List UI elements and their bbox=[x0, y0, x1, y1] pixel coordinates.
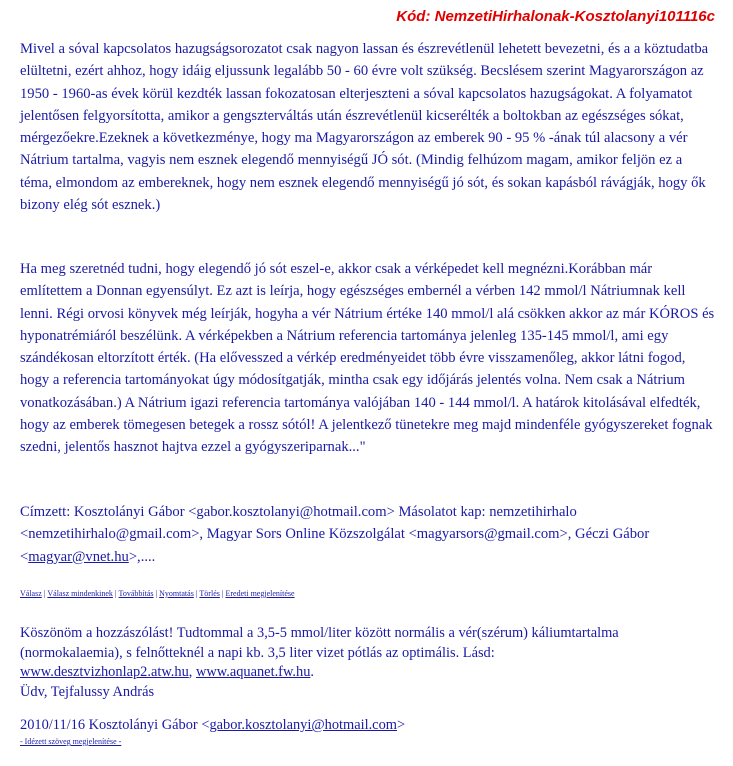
reply-text: Köszönöm a hozzászólást! Tudtommal a 3,5-5 mmol/liter között normális a vér(szérum) káliumtartalma (normokalaemia), s felnőtteknél a napi kb. 3,5 liter vizet pótlás az optimális. Lásd: www.desztvizhonlap2.atw.hu, www.aquanet.fw.hu. Üdv, Tejfalussy András bbox=[20, 625, 619, 700]
recipients-line bbox=[20, 501, 716, 568]
show-quoted-text bbox=[20, 737, 121, 746]
message-actions bbox=[20, 589, 295, 598]
reply-all-link[interactable]: Válasz mindenkinek bbox=[47, 589, 113, 598]
separator: | bbox=[43, 589, 46, 598]
quote-email-link[interactable]: gabor.kosztolanyi@hotmail.com bbox=[209, 717, 397, 733]
quote-suffix: > bbox=[396, 717, 406, 733]
signature: Üdv, Tejfalussy András bbox=[20, 683, 155, 700]
website-link-2[interactable]: www.aquanet.fw.hu bbox=[195, 664, 311, 680]
reply-body: Köszönöm a hozzászólást! Tudtommal a 3,5-5 mmol/liter között normális a vér(szérum) káliumtartalma (normokalaemia), s felnőtteknél a napi kb. 3,5 liter vizet pótlás az optimális. Lásd: bbox=[20, 625, 619, 661]
paragraph-2: Ha meg szeretnéd tudni, hogy elegendő jó sót eszel-e, akkor csak a vérképedet kell megnézni.Korábban már említettem a Donnan egyensúlyt. Ez azt is leírja, hogy egészséges embernél a vérben 142 mmol/l Nátriumnak kell lenni. Régi orvosi könyvek még leírják, hogyha a vér Nátrium értéke 140 mmol/l alá csökken akkor az már KÓROS és hyponatrémiáról beszélünk. A vérképekben a Nátrium referencia tartománya jelenleg 135-145 mmol/l, ami egy szándékosan eltorzított érték. (Ha elővesszed a vérkép eredményeidet több évre visszamenőleg, akkor látni fogod, hogy a referencia tartományokat úgy módosítgatják, mintha csak egy időjárás jelentés volna. Nem csak a Nátrium vonatkozásában.) A Nátrium igazi referencia tartománya valójában 140 - 144 mmol/l. A határok kitolásával elfedték, hogy az emberek tömegesen betegek a rossz sótól! A jelentkező tünetekre meg majd mindenféle gyógyszereket fognak szedni, jelentős hasznot hajtva ezzel a gyógyszeriparnak..." bbox=[20, 261, 715, 456]
code-label: Kód: NemzetiHirhalonak-Kosztolanyi101116c bbox=[396, 8, 715, 25]
print-link[interactable]: Nyomtatás bbox=[159, 589, 194, 598]
recipients-prefix: Címzett: Kosztolányi Gábor <gabor.kosztolanyi@hotmail.com> Másolatot kap: nemzetihirhalo <nemzetihirhalo@gmail.com>, Magyar Sors Online Közszolgálat <magyarsors@gmail.com>, Géczi Gábor < bbox=[20, 504, 650, 565]
quote-prefix: 2010/11/16 Kosztolányi Gábor < bbox=[20, 717, 210, 733]
paragraph-1: Mivel a sóval kapcsolatos hazugságsorozatot csak nagyon lassan és észrevétlenül lehetett bevezetni, és a a köztudatba elültetni, ezért ahhoz, hogy idáig eljussunk legalább 50 - 60 évre volt szükség. Becslésem szerint Magyarországon az 1950 - 1960-as évek körül kezdték lassan fokozatosan elterjeszteni a sóval kapcsolatos hazugságokat. A folyamatot jelentősen felgyorsította, amikor a gengszterváltás után észrevétlenül kicserélték a boltokban az egészséges sókat, mérgezőekre.Ezeknek a következménye, hogy ma Magyarországon az emberek 90 - 95 % -ának túl alacsony a vér Nátrium tartalma, vagyis nem esznek elegendő mennyiségű JÓ sót. (Mindig felhúzom magam, amikor feljön ez a téma, elmondom az embereknek, hogy nem esznek elegendő mennyiségű jó sót, és sokan kapásból rávágják, hogy ők bizony elég sót esznek.) bbox=[20, 41, 709, 214]
website-link-1[interactable]: www.desztvizhonlap2.atw.hu bbox=[20, 664, 189, 680]
show-quoted-link[interactable]: - Idézett szöveg megjelenítése - bbox=[20, 737, 122, 746]
delete-link[interactable]: Törlés bbox=[199, 589, 220, 598]
forward-link[interactable]: Továbbítás bbox=[118, 589, 154, 598]
separator: | bbox=[155, 589, 158, 598]
separator: | bbox=[195, 589, 198, 598]
recipients-suffix: >,.... bbox=[128, 548, 156, 565]
recipient-email-link[interactable]: magyar@vnet.hu bbox=[28, 548, 129, 565]
separator: | bbox=[221, 589, 224, 598]
show-original-link[interactable]: Eredeti megjelenítése bbox=[225, 589, 295, 598]
separator: | bbox=[114, 589, 117, 598]
reply-link[interactable]: Válasz bbox=[20, 589, 42, 598]
quote-header bbox=[20, 716, 405, 735]
